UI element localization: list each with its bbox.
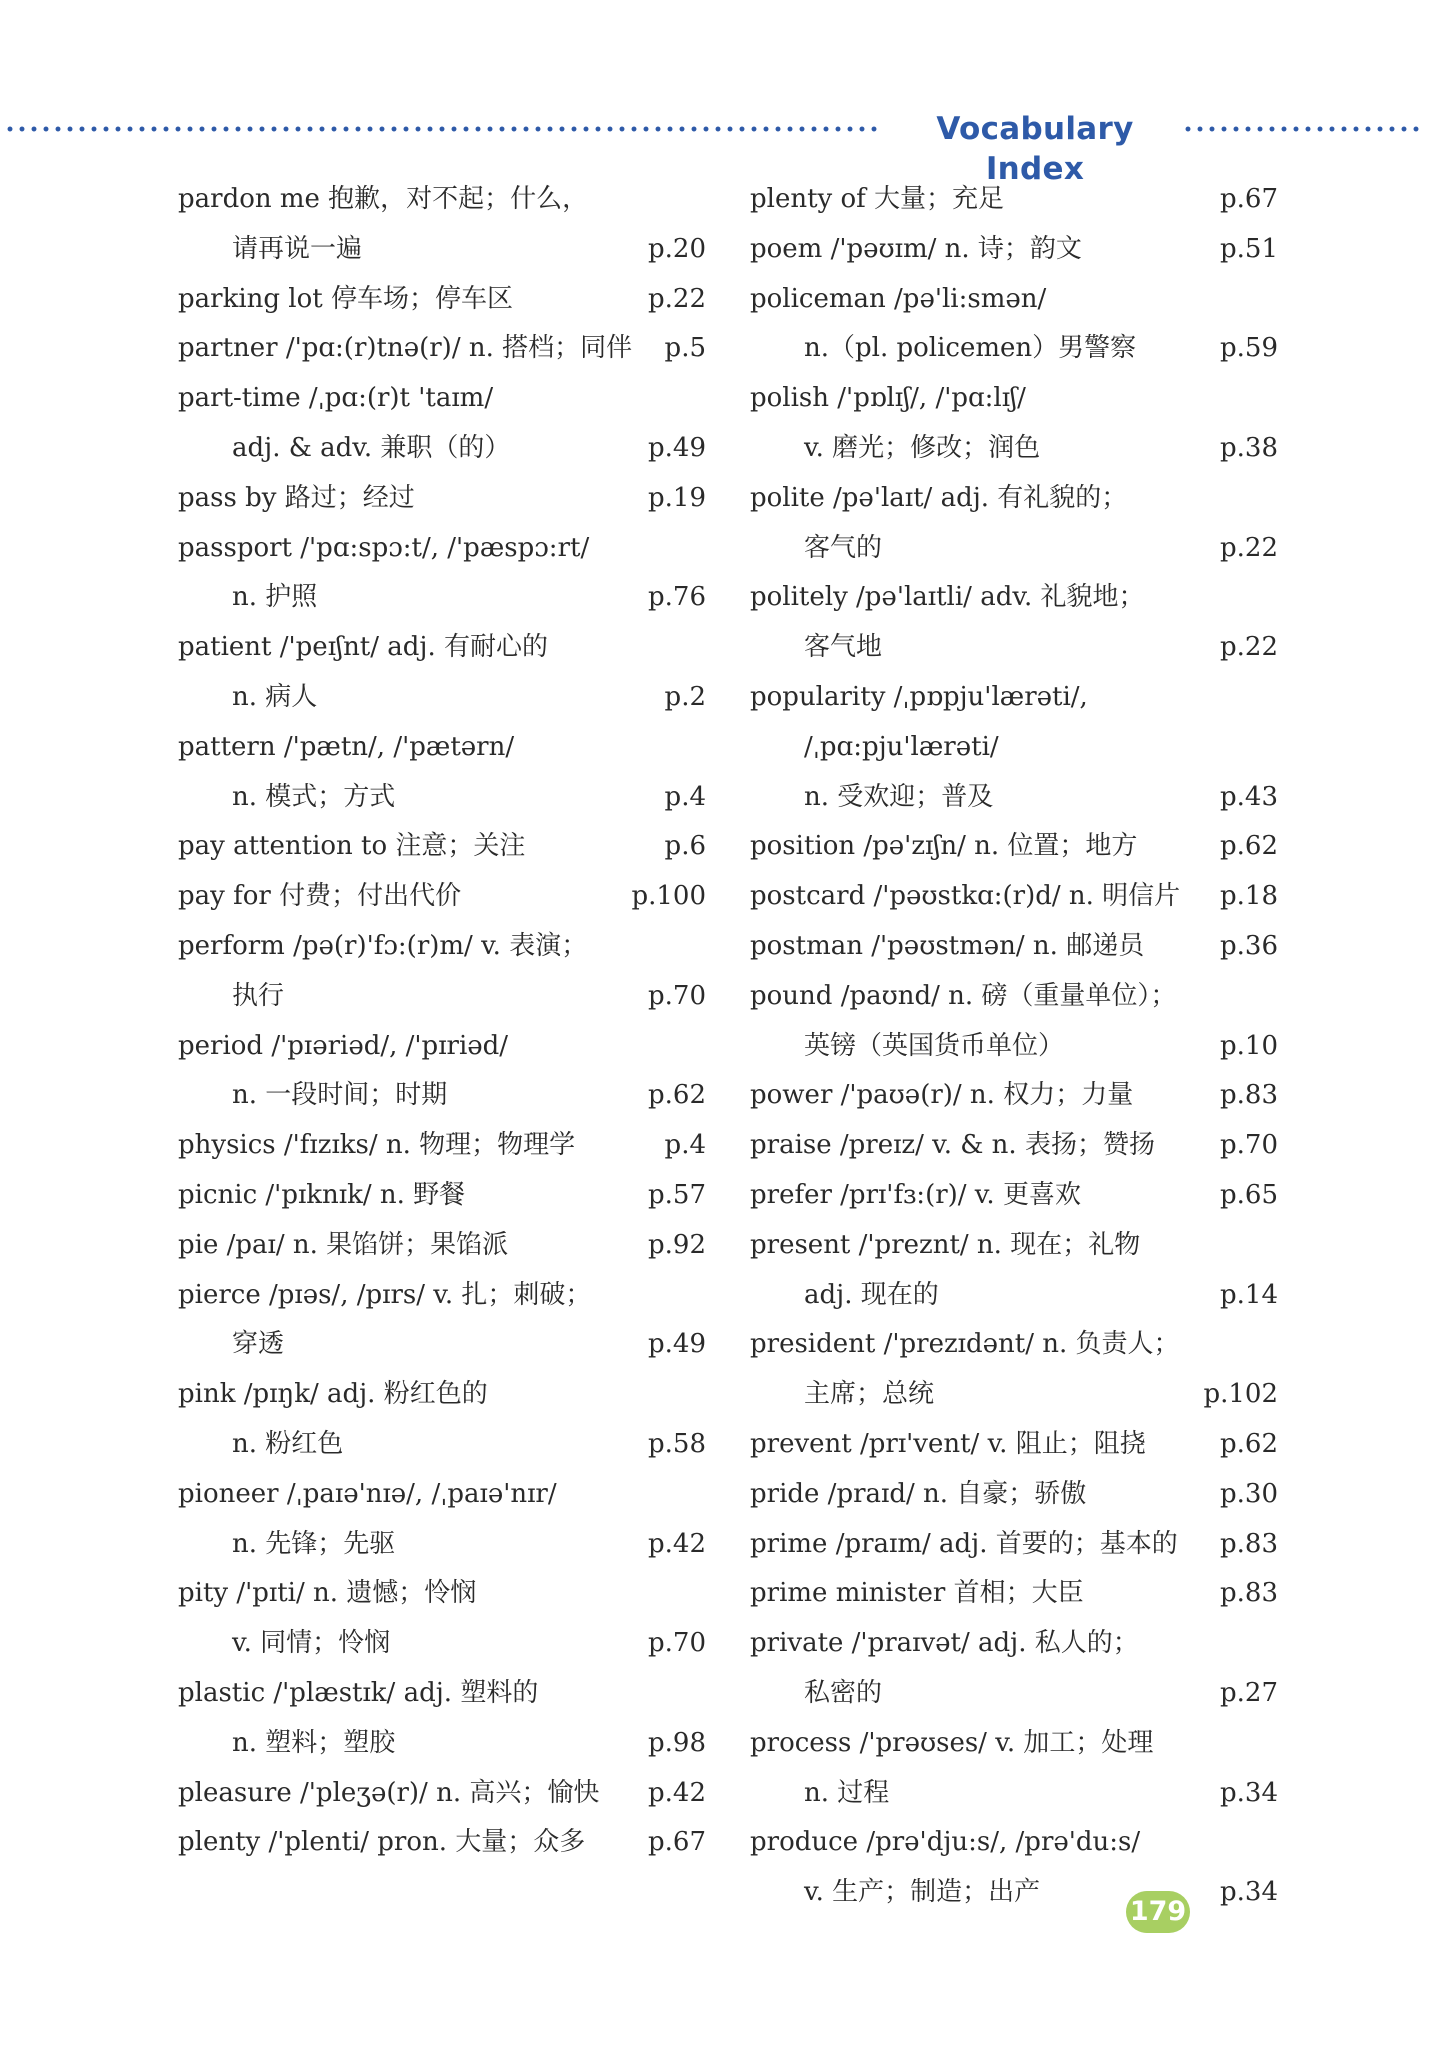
entry-page-ref: p.62 — [648, 1080, 706, 1111]
index-entry-line — [750, 872, 1278, 922]
entry-page-ref: p.42 — [648, 1528, 706, 1559]
entry-text: 主席；总统 — [804, 1379, 935, 1410]
entry-text: 执行 — [232, 980, 285, 1011]
entry-text: n. 模式；方式 — [232, 781, 396, 812]
entry-text: produce /prə'dju:s/, /prə'du:s/ — [750, 1827, 1141, 1858]
index-entry-line — [750, 1769, 1278, 1819]
entry-text: adj. & adv. 兼职（的） — [232, 432, 511, 463]
entry-page-ref: p.70 — [1220, 1130, 1278, 1161]
index-entry-line — [178, 1022, 706, 1072]
entry-page-ref: p.20 — [648, 233, 706, 264]
index-entry-line — [750, 822, 1278, 872]
entry-text: private /'praɪvət/ adj. 私人的； — [750, 1628, 1139, 1659]
index-entry-line — [750, 1420, 1278, 1470]
entry-text: n. 受欢迎；普及 — [804, 781, 994, 812]
index-entry-line — [178, 424, 706, 474]
index-entry-line — [178, 822, 706, 872]
index-entry-line — [750, 324, 1278, 374]
entry-page-ref: p.92 — [648, 1229, 706, 1260]
entry-text: pioneer /ˌpaɪə'nɪə/, /ˌpaɪə'nɪr/ — [178, 1478, 557, 1509]
entry-text: process /'prəʊses/ v. 加工；处理 — [750, 1727, 1154, 1758]
entry-text: n. 病人 — [232, 681, 318, 712]
entry-page-ref: p.49 — [648, 432, 706, 463]
index-entry-line — [178, 374, 706, 424]
entry-text: n. 护照 — [232, 582, 318, 613]
entry-page-ref: p.43 — [1220, 781, 1278, 812]
index-entry-line — [178, 1719, 706, 1769]
index-entry-line — [178, 1221, 706, 1271]
index-entry-line — [178, 275, 706, 325]
entry-text: n.（pl. policemen）男警察 — [804, 333, 1137, 364]
entry-text: plenty of 大量；充足 — [750, 184, 1005, 214]
index-entry-line — [750, 773, 1278, 823]
entry-page-ref: p.62 — [1220, 1428, 1278, 1459]
index-entry-line — [178, 1769, 706, 1819]
index-entry-line — [178, 1619, 706, 1669]
entry-text: pierce /pɪəs/, /pɪrs/ v. 扎；刺破； — [178, 1279, 592, 1310]
index-entry-line — [750, 175, 1278, 225]
entry-page-ref: p.49 — [648, 1329, 706, 1360]
index-entry-line — [178, 1569, 706, 1619]
entry-page-ref: p.42 — [648, 1777, 706, 1808]
index-entry-line — [178, 1171, 706, 1221]
index-entry-line — [750, 275, 1278, 325]
entry-page-ref: p.62 — [1220, 831, 1278, 862]
entry-page-ref: p.67 — [1220, 184, 1278, 214]
index-entry-line — [750, 1569, 1278, 1619]
entry-page-ref: p.18 — [1220, 881, 1278, 912]
index-entry-line — [750, 424, 1278, 474]
entry-text: pleasure /'pleʒə(r)/ n. 高兴；愉快 — [178, 1777, 600, 1808]
entry-text: polite /pə'laɪt/ adj. 有礼貌的； — [750, 482, 1128, 513]
index-entry-line — [750, 972, 1278, 1022]
entry-page-ref: p.102 — [1203, 1379, 1278, 1410]
entry-page-ref: p.34 — [1220, 1777, 1278, 1808]
entry-page-ref: p.83 — [1220, 1578, 1278, 1609]
index-entry-line — [750, 1520, 1278, 1570]
entry-page-ref: p.65 — [1220, 1179, 1278, 1210]
index-entry-line — [178, 1271, 706, 1321]
entry-text: n. 先锋；先驱 — [232, 1528, 396, 1559]
entry-text: n. 一段时间；时期 — [232, 1080, 448, 1111]
entry-page-ref: p.38 — [1220, 432, 1278, 463]
entry-text: period /'pɪəriəd/, /'pɪriəd/ — [178, 1030, 509, 1061]
index-entry-line — [178, 1420, 706, 1470]
entry-text: passport /'pɑ:spɔ:t/, /'pæspɔ:rt/ — [178, 532, 590, 563]
page-number-badge: 179 — [1126, 1891, 1190, 1933]
entry-text: pay attention to 注意；关注 — [178, 831, 526, 862]
entry-page-ref: p.83 — [1220, 1080, 1278, 1111]
entry-page-ref: p.2 — [664, 681, 706, 712]
entry-text: popularity /ˌpɒpju'lærəti/, — [750, 681, 1088, 712]
entry-text: pay for 付费；付出代价 — [178, 881, 462, 912]
index-entry-line — [750, 374, 1278, 424]
dotted-rule-right — [1182, 126, 1424, 132]
index-entry-line — [178, 773, 706, 823]
entry-page-ref: p.4 — [664, 1130, 706, 1161]
entry-text: picnic /'pɪknɪk/ n. 野餐 — [178, 1179, 466, 1210]
entry-text: power /'paʊə(r)/ n. 权力；力量 — [750, 1080, 1134, 1111]
index-entry-line — [750, 225, 1278, 275]
entry-text: postman /'pəʊstmən/ n. 邮递员 — [750, 930, 1145, 961]
index-entry-line — [750, 1669, 1278, 1719]
entry-text: 穿透 — [232, 1329, 285, 1360]
entry-text: /ˌpɑ:pju'lærəti/ — [804, 731, 999, 762]
entry-text: policeman /pə'li:smən/ — [750, 283, 1047, 314]
index-entry-line — [750, 1071, 1278, 1121]
entry-page-ref: p.4 — [664, 781, 706, 812]
entry-page-ref: p.57 — [648, 1179, 706, 1210]
section-title: Vocabulary Index — [936, 111, 1134, 187]
entry-text: v. 生产；制造；出产 — [804, 1877, 1041, 1908]
entry-text: prevent /prɪ'vent/ v. 阻止；阻挠 — [750, 1428, 1146, 1459]
entry-page-ref: p.22 — [1220, 532, 1278, 563]
index-entry-line — [178, 1320, 706, 1370]
index-entry-line — [178, 723, 706, 773]
index-entry-line — [178, 872, 706, 922]
entry-page-ref: p.5 — [664, 333, 706, 364]
entry-text: patient /'peɪʃnt/ adj. 有耐心的 — [178, 632, 549, 663]
entry-page-ref: p.30 — [1220, 1478, 1278, 1509]
entry-text: pride /praɪd/ n. 自豪；骄傲 — [750, 1478, 1087, 1509]
index-entry-line — [750, 1271, 1278, 1321]
entry-text: politely /pə'laɪtli/ adv. 礼貌地； — [750, 582, 1145, 613]
entry-text: 客气的 — [804, 532, 883, 563]
entry-page-ref: p.14 — [1220, 1279, 1278, 1310]
entry-text: physics /'fɪzɪks/ n. 物理；物理学 — [178, 1130, 576, 1161]
index-entry-line — [750, 1470, 1278, 1520]
entry-text: v. 同情；怜悯 — [232, 1628, 391, 1659]
entry-text: 请再说一遍 — [232, 233, 363, 264]
entry-text: prime /praɪm/ adj. 首要的；基本的 — [750, 1528, 1178, 1559]
index-entry-line — [750, 1320, 1278, 1370]
entry-text: pie /paɪ/ n. 果馅饼；果馅派 — [178, 1229, 509, 1260]
index-entry-line — [750, 1818, 1278, 1868]
index-column-right — [750, 175, 1278, 1918]
entry-text: v. 磨光；修改；润色 — [804, 432, 1041, 463]
entry-page-ref: p.6 — [664, 831, 706, 862]
index-entry-line — [178, 324, 706, 374]
entry-text: position /pə'zɪʃn/ n. 位置；地方 — [750, 831, 1138, 862]
index-entry-line — [178, 474, 706, 524]
entry-text: part-time /ˌpɑ:(r)t 'taɪm/ — [178, 383, 494, 414]
index-entry-line — [178, 1520, 706, 1570]
entry-page-ref: p.27 — [1220, 1677, 1278, 1708]
index-entry-line — [750, 573, 1278, 623]
index-entry-line — [750, 1719, 1278, 1769]
index-entry-line — [178, 673, 706, 723]
entry-text: plastic /'plæstɪk/ adj. 塑料的 — [178, 1677, 539, 1708]
entry-text: pink /pɪŋk/ adj. 粉红色的 — [178, 1379, 488, 1410]
index-entry-line — [750, 922, 1278, 972]
index-entry-line — [750, 1121, 1278, 1171]
entry-page-ref: p.19 — [648, 482, 706, 513]
entry-text: 英镑（英国货币单位） — [804, 1030, 1065, 1061]
entry-text: n. 粉红色 — [232, 1428, 344, 1459]
index-entry-line — [178, 623, 706, 673]
entry-page-ref: p.34 — [1220, 1877, 1278, 1908]
entry-text: plenty /'plenti/ pron. 大量；众多 — [178, 1827, 586, 1858]
entry-text: parking lot 停车场；停车区 — [178, 283, 513, 314]
index-entry-line — [750, 524, 1278, 574]
entry-text: polish /'pɒlɪʃ/, /'pɑ:lɪʃ/ — [750, 383, 1026, 414]
index-entry-line — [750, 673, 1278, 723]
entry-text: pound /paʊnd/ n. 磅（重量单位）； — [750, 980, 1177, 1011]
index-entry-line — [178, 1470, 706, 1520]
index-entry-line — [750, 1370, 1278, 1420]
index-entry-line — [178, 225, 706, 275]
index-entry-line — [178, 1071, 706, 1121]
index-entry-line — [750, 623, 1278, 673]
index-entry-line — [750, 1022, 1278, 1072]
index-entry-line — [750, 1171, 1278, 1221]
entry-text: prefer /prɪ'fɜ:(r)/ v. 更喜欢 — [750, 1179, 1081, 1210]
index-entry-line — [750, 1619, 1278, 1669]
index-entry-line — [178, 1370, 706, 1420]
entry-text: 私密的 — [804, 1677, 883, 1708]
entry-text: n. 过程 — [804, 1777, 890, 1808]
index-entry-line — [178, 175, 706, 225]
index-entry-line — [178, 922, 706, 972]
entry-page-ref: p.22 — [648, 283, 706, 314]
index-entry-line — [750, 474, 1278, 524]
index-entry-line — [178, 524, 706, 574]
entry-text: pattern /'pætn/, /'pætərn/ — [178, 731, 515, 762]
index-entry-line — [178, 1818, 706, 1868]
index-entry-line — [178, 1121, 706, 1171]
page-header — [0, 109, 1434, 187]
entry-text: 客气地 — [804, 632, 883, 663]
index-entry-line — [750, 1221, 1278, 1271]
entry-page-ref: p.36 — [1220, 930, 1278, 961]
entry-text: partner /'pɑ:(r)tnə(r)/ n. 搭档；同伴 — [178, 333, 633, 364]
entry-page-ref: p.58 — [648, 1428, 706, 1459]
index-entry-line — [750, 723, 1278, 773]
entry-text: perform /pə(r)'fɔ:(r)m/ v. 表演； — [178, 930, 588, 961]
entry-text: pardon me 抱歉，对不起；什么， — [178, 184, 589, 214]
entry-text: praise /preɪz/ v. & n. 表扬；赞扬 — [750, 1130, 1155, 1161]
dotted-rule-left — [4, 126, 882, 132]
entry-page-ref: p.51 — [1220, 233, 1278, 264]
index-entry-line — [178, 1669, 706, 1719]
entry-page-ref: p.67 — [648, 1827, 706, 1858]
entry-text: adj. 现在的 — [804, 1279, 939, 1310]
entry-text: prime minister 首相；大臣 — [750, 1578, 1084, 1609]
entry-text: pity /'pɪti/ n. 遗憾；怜悯 — [178, 1578, 477, 1609]
entry-text: president /'prezɪdənt/ n. 负责人； — [750, 1329, 1180, 1360]
entry-page-ref: p.22 — [1220, 632, 1278, 663]
entry-page-ref: p.83 — [1220, 1528, 1278, 1559]
index-entry-line — [178, 972, 706, 1022]
entry-page-ref: p.10 — [1220, 1030, 1278, 1061]
entry-text: n. 塑料；塑胶 — [232, 1727, 396, 1758]
index-entry-line — [178, 573, 706, 623]
entry-page-ref: p.98 — [648, 1727, 706, 1758]
entry-text: postcard /'pəʊstkɑ:(r)d/ n. 明信片 — [750, 881, 1181, 912]
entry-page-ref: p.100 — [631, 881, 706, 912]
entry-page-ref: p.76 — [648, 582, 706, 613]
index-entry-line — [750, 1868, 1278, 1918]
entry-page-ref: p.70 — [648, 980, 706, 1011]
entry-text: pass by 路过；经过 — [178, 482, 415, 513]
entry-page-ref: p.70 — [648, 1628, 706, 1659]
index-column-left — [178, 175, 706, 1868]
entry-page-ref: p.59 — [1220, 333, 1278, 364]
entry-text: present /'preznt/ n. 现在；礼物 — [750, 1229, 1141, 1260]
entry-text: poem /'pəʊɪm/ n. 诗；韵文 — [750, 233, 1082, 264]
